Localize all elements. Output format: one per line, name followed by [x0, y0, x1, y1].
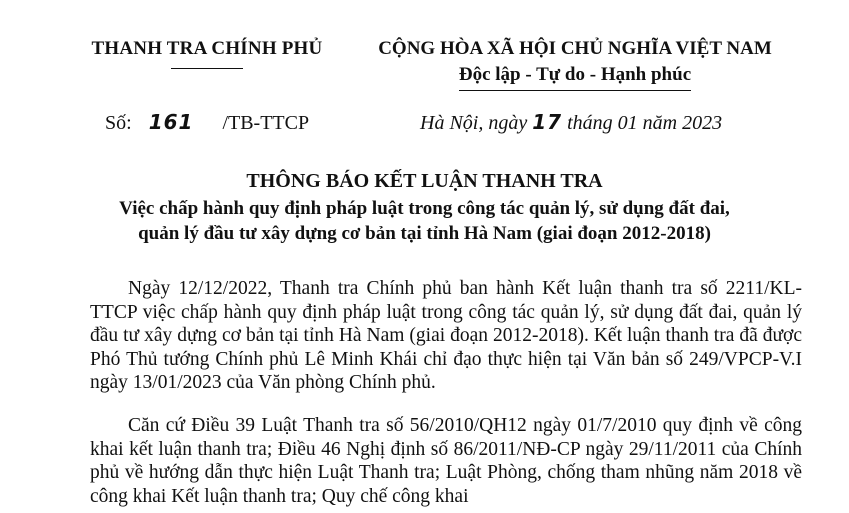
document-subtitle — [60, 196, 789, 246]
date-suffix: tháng 01 năm 2023 — [567, 112, 723, 134]
issuing-agency: THANH TRA CHÍNH PHỦ — [91, 38, 323, 59]
subtitle-line-1: Việc chấp hành quy định pháp luật trong công tác quản lý, sử dụng đất đai, — [119, 198, 730, 219]
national-header-block — [355, 38, 795, 91]
country-name: CỘNG HÒA XÃ HỘI CHỦ NGHĨA VIỆT NAM — [378, 38, 772, 59]
national-motto: Độc lập - Tự do - Hạnh phúc — [458, 64, 692, 85]
paragraph-1-text: Ngày 12/12/2022, Thanh tra Chính phủ ban hành Kết luận thanh tra số 2211/KL-TTCP việc chấp hành quy định pháp luật trong công tác quản lý, sử dụng đất đai, quản lý đầu tư xây dựng cơ bản tại tỉnh Hà Nam (giai đoạn 2012-2018). Kết luận thanh tra đã được Phó Thủ tướng Chính phủ Lê Minh Khái chỉ đạo thực hiện tại Văn bản số 249/VPCP-V.I ngày 13/01/2023 của Văn phòng Chính phủ. — [90, 278, 802, 393]
body-paragraph-1 — [90, 277, 802, 395]
handwritten-number: 161 — [148, 110, 194, 134]
number-prefix: Số: — [105, 112, 132, 134]
paragraph-2-text: Căn cứ Điều 39 Luật Thanh tra số 56/2010/QH12 ngày 01/7/2010 quy định về công khai kết luận thanh tra; Điều 46 Nghị định số 86/2011/NĐ-CP ngày 29/11/2011 của Chính phủ về hướng dẫn thực hiện Luật Thanh tra; Luật Phòng, chống tham nhũng năm 2018 về công khai Kết luận thanh tra; Quy chế công khai — [90, 415, 802, 507]
date-prefix: Hà Nội, ngày — [420, 112, 528, 134]
document-title: THÔNG BÁO KẾT LUẬN THANH TRA — [246, 170, 603, 192]
document-number — [105, 110, 309, 135]
document-date — [420, 110, 722, 135]
issuing-agency-block — [82, 38, 332, 69]
motto-underline — [459, 90, 691, 91]
subtitle-line-2: quản lý đầu tư xây dựng cơ bản tại tỉnh Hà Nam (giai đoạn 2012-2018) — [138, 223, 711, 244]
number-suffix: /TB-TTCP — [222, 112, 310, 134]
body-paragraph-2 — [90, 414, 802, 508]
agency-underline — [171, 68, 243, 69]
handwritten-day: 17 — [532, 110, 563, 134]
